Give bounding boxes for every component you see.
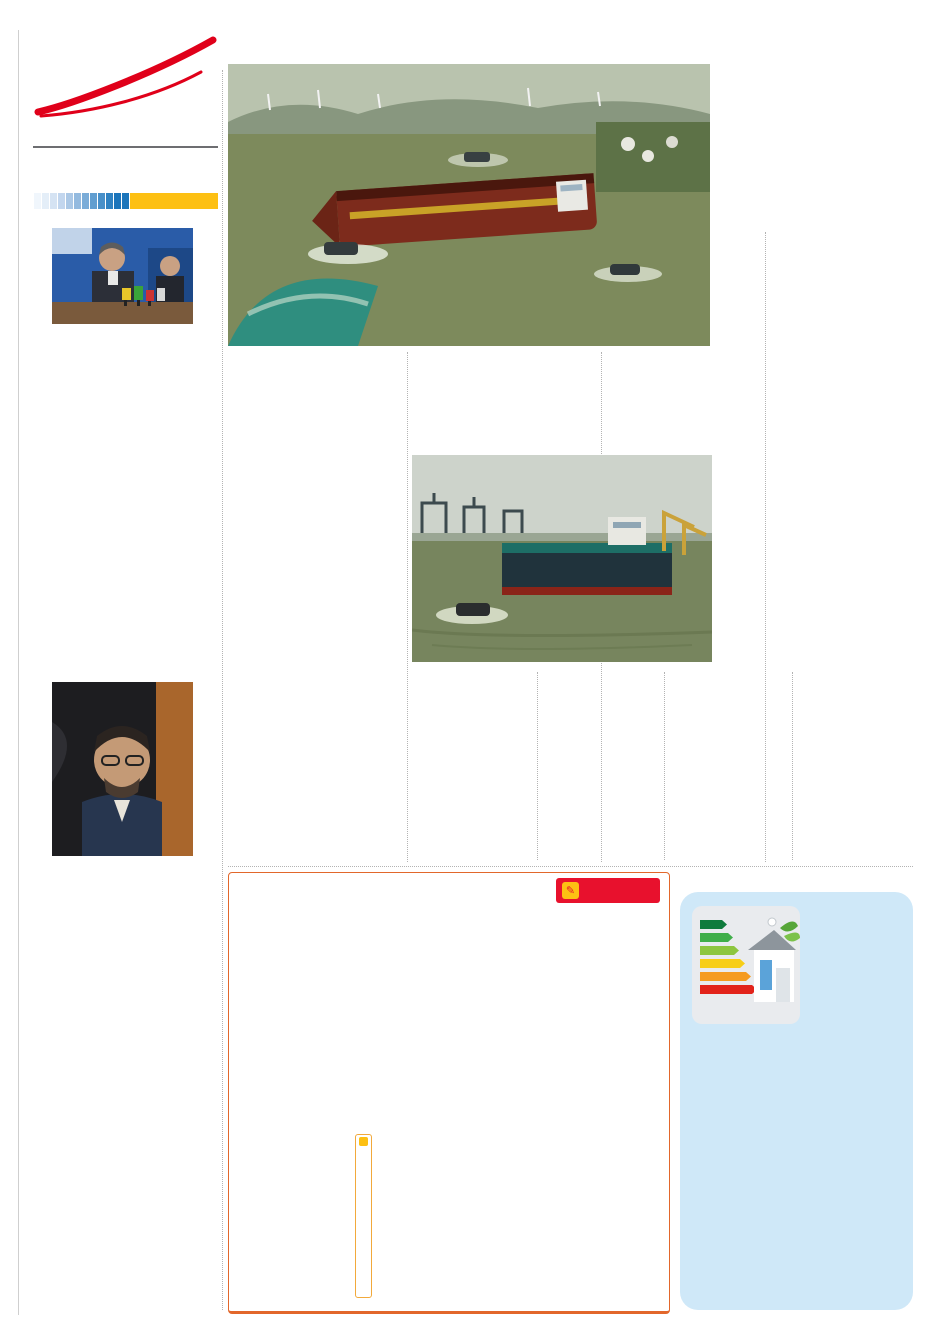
main-col-c-top (412, 352, 598, 452)
crossword-title-bar (556, 878, 660, 903)
main-col-b (604, 228, 762, 452)
band-col-2 (667, 668, 789, 864)
clues-column-across (600, 908, 664, 1304)
main-col-a (770, 226, 913, 454)
port-terminal-photo (412, 455, 712, 662)
gas-official-portrait-photo (52, 682, 193, 856)
clues-column-down2 (378, 1106, 440, 1304)
tag-bars-decoration (33, 193, 130, 209)
clues-column-mid (526, 908, 594, 1304)
column-separator (664, 672, 665, 860)
tag-label (130, 193, 218, 209)
masthead-rule (33, 146, 218, 148)
clues-column-down (452, 908, 518, 1304)
column-separator (407, 352, 408, 862)
solution-icon (359, 1137, 368, 1146)
band-col-3 (540, 668, 661, 864)
column-separator (792, 672, 793, 860)
byline (770, 226, 913, 236)
band-col-1 (795, 668, 913, 864)
band-col-4 (412, 668, 534, 864)
water-article-body (33, 332, 219, 638)
section-row (33, 152, 218, 190)
official-warning-box (680, 892, 913, 1310)
section-separator (228, 866, 913, 867)
logo-calligraphy (33, 34, 218, 128)
column-separator (537, 672, 538, 860)
page-col2 (228, 352, 404, 862)
gas-article-body (33, 864, 219, 1256)
masthead-logo (33, 34, 218, 128)
main-col-mid (716, 455, 913, 659)
energy-label-graphic (692, 906, 800, 1024)
pencil-icon: ✎ (562, 882, 579, 899)
press-conference-photo (52, 228, 193, 324)
solution-label (355, 1134, 372, 1298)
section-tag-bar (33, 193, 218, 209)
page-edge-rule (18, 30, 19, 1315)
column-separator (222, 70, 223, 1310)
